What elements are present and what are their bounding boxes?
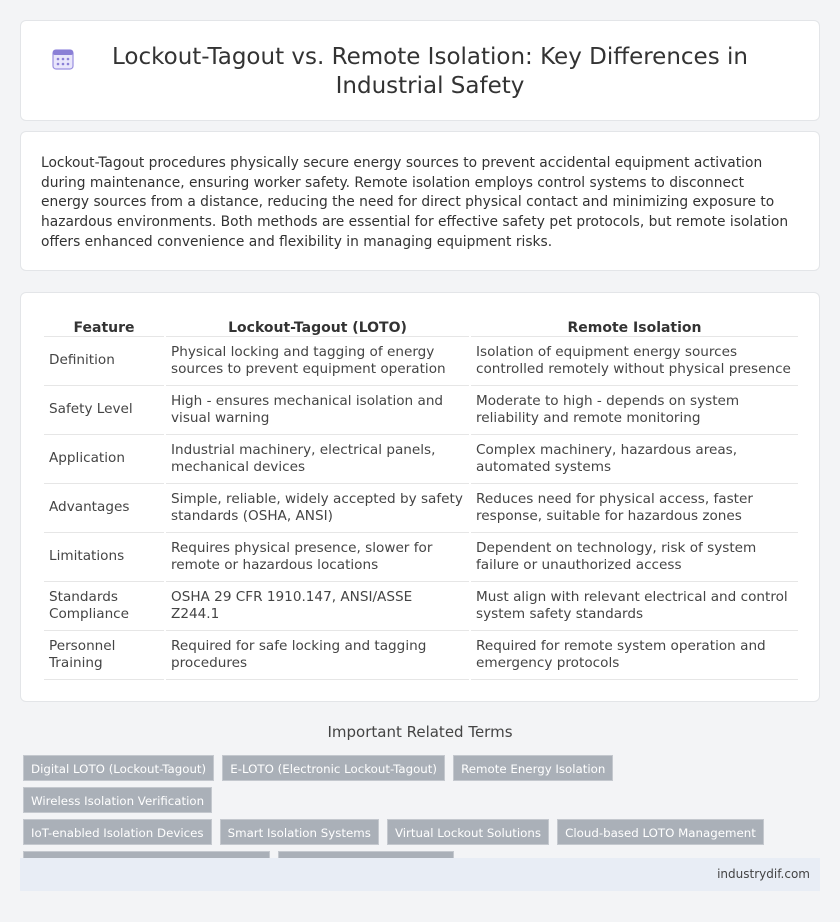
table-row	[44, 435, 798, 484]
loto-cell: High - ensures mechanical isolation and visual warning	[166, 386, 469, 435]
loto-cell: Industrial machinery, electrical panels, mechanical devices	[166, 435, 469, 484]
remote-cell: Moderate to high - depends on system reliability and remote monitoring	[471, 386, 798, 435]
related-term-tag[interactable]: Smart Isolation Systems	[220, 819, 379, 845]
feature-cell: Limitations	[44, 533, 164, 582]
comparison-table-card	[20, 292, 820, 702]
table-row	[44, 582, 798, 631]
related-term-tag[interactable]: Wireless Isolation Verification	[23, 787, 212, 813]
feature-cell: Safety Level	[44, 386, 164, 435]
feature-cell: Advantages	[44, 484, 164, 533]
remote-cell: Isolation of equipment energy sources controlled remotely without physical presence	[471, 337, 798, 386]
table-header-row	[44, 316, 798, 337]
loto-cell: Required for safe locking and tagging procedures	[166, 631, 469, 680]
intro-card	[20, 131, 820, 271]
feature-cell: Definition	[44, 337, 164, 386]
loto-cell: Simple, reliable, widely accepted by safety standards (OSHA, ANSI)	[166, 484, 469, 533]
table-row	[44, 631, 798, 680]
table-row	[44, 533, 798, 582]
column-header-remote: Remote Isolation	[471, 316, 798, 337]
feature-cell: Personnel Training	[44, 631, 164, 680]
loto-cell: Physical locking and tagging of energy sources to prevent equipment operation	[166, 337, 469, 386]
table-row	[44, 337, 798, 386]
remote-cell: Required for remote system operation and emergency protocols	[471, 631, 798, 680]
remote-cell: Dependent on technology, risk of system failure or unauthorized access	[471, 533, 798, 582]
remote-cell: Reduces need for physical access, faster response, suitable for hazardous zones	[471, 484, 798, 533]
column-header-loto: Lockout-Tagout (LOTO)	[166, 316, 469, 337]
table-row	[44, 484, 798, 533]
related-term-tag[interactable]: Virtual Lockout Solutions	[387, 819, 549, 845]
intro-text: Lockout-Tagout procedures physically secure energy sources to prevent accidental equipment activation during maintenance, ensuring worker safety. Remote isolation employs control systems to disconnect energy sources from a distance, reducing the need for direct physical contact and minimizing exposure to hazardous environments. Both methods are essential for effective safety pet protocols, but remote isolation offers enhanced convenience and flexibility in managing equipment risks.	[41, 155, 789, 250]
related-term-tag[interactable]: Remote Energy Isolation	[453, 755, 613, 781]
related-terms-heading: Important Related Terms	[327, 723, 513, 741]
remote-cell: Complex machinery, hazardous areas, automated systems	[471, 435, 798, 484]
loto-cell: OSHA 29 CFR 1910.147, ANSI/ASSE Z244.1	[166, 582, 469, 631]
header-card	[20, 20, 820, 121]
related-term-tag[interactable]: Cloud-based LOTO Management	[557, 819, 764, 845]
comparison-table	[42, 316, 800, 680]
column-header-feature: Feature	[44, 316, 164, 337]
loto-cell: Requires physical presence, slower for remote or hazardous locations	[166, 533, 469, 582]
feature-cell: Standards Compliance	[44, 582, 164, 631]
related-term-tag[interactable]: Digital LOTO (Lockout-Tagout)	[23, 755, 214, 781]
page-title: Lockout-Tagout vs. Remote Isolation: Key Differences in Industrial Safety	[112, 44, 748, 99]
footer-bar	[20, 858, 820, 891]
table-row	[44, 386, 798, 435]
related-term-tag[interactable]: E-LOTO (Electronic Lockout-Tagout)	[222, 755, 445, 781]
remote-cell: Must align with relevant electrical and control system safety standards	[471, 582, 798, 631]
related-term-tag[interactable]: IoT-enabled Isolation Devices	[23, 819, 212, 845]
footer-site-link[interactable]: industrydif.com	[717, 867, 810, 881]
feature-cell: Application	[44, 435, 164, 484]
